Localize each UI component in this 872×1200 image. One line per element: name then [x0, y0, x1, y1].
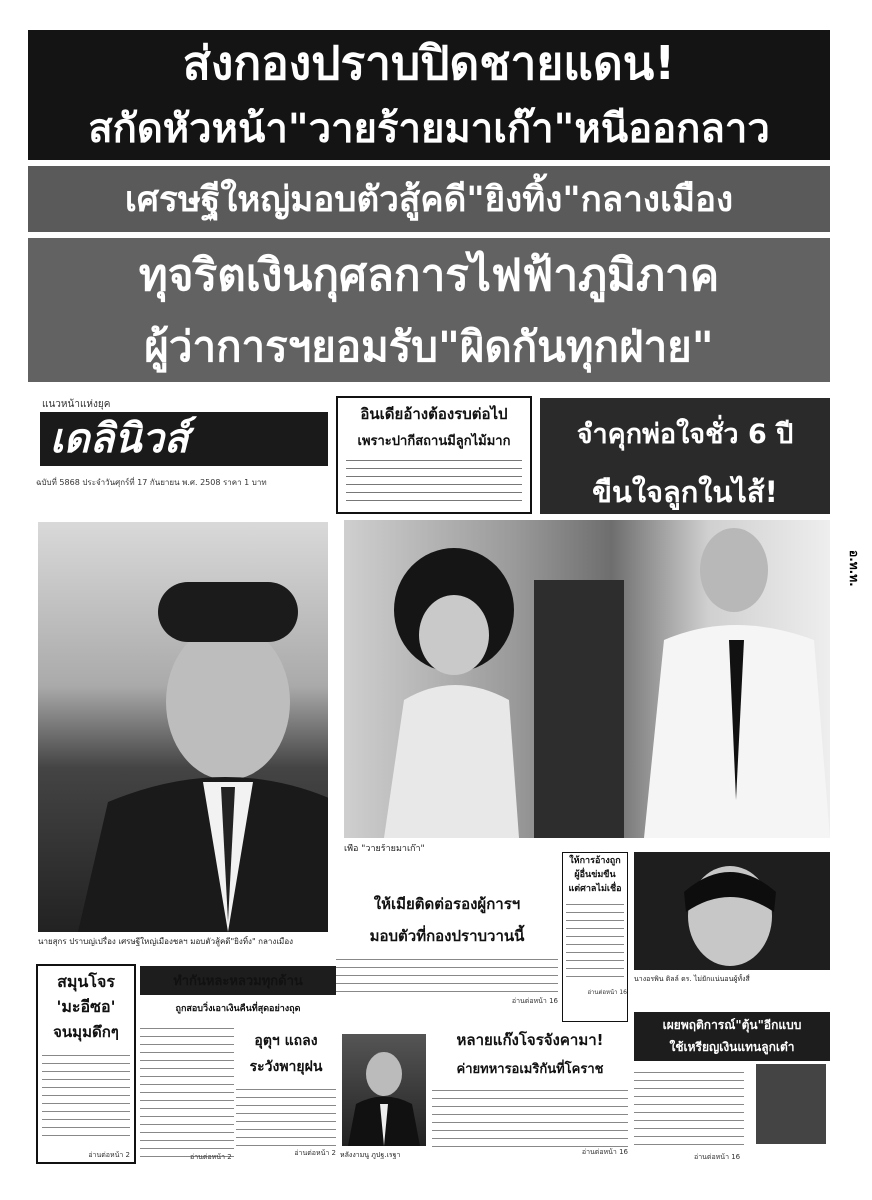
testimony-headline-line3: แต่ศาลไม่เชื่อ — [568, 884, 622, 894]
exposed-headline-line1: เผยพฤติการณ์"ตุ้น"อีกแบบ — [662, 1018, 802, 1032]
courtroom-figures — [344, 520, 830, 838]
thieves-body-text — [432, 1087, 628, 1147]
exposed-headline-line2: ใช้เหรียญเงินแทนลูกเต๋า — [669, 1040, 795, 1054]
testimony-headline-line1: ให้การอ้างถูก — [569, 856, 621, 866]
india-headline-line1: อินเดียอ้างต้องรบต่อไป — [360, 405, 508, 423]
third-headline-line1: ทุจริตเงินกุศลการไฟฟ้าภูมิภาค — [28, 238, 830, 312]
drought-headline-line2: ถูกสอบวิ่งเอาเงินคืนที่สุดอย่างถุด — [175, 1004, 301, 1014]
main-headline-line1: ส่งกองปราบปิดชายแดน! — [28, 30, 830, 96]
jail-story-headline — [540, 398, 830, 514]
flood-body-text — [236, 1086, 336, 1148]
flood-headline-line1: อุตุฯ แถลง — [254, 1033, 318, 1049]
archive-stamp: อ.ท.ท. — [847, 550, 861, 587]
flood-continued: อ่านต่อหน้า 2 — [294, 1149, 336, 1157]
middle-photo-caption: เพื่อ "วายร้ายมาเก๊า" — [344, 844, 425, 854]
flood-headline-line2: ระวังพายุฝน — [249, 1059, 323, 1075]
herbs-headline-line1: สมุนโจร — [57, 972, 115, 991]
thieves-continued: อ่านต่อหน้า 16 — [581, 1148, 628, 1156]
thieves-story — [432, 1028, 628, 1164]
thieves-headline-line2: ค่ายทหารอเมริกันที่โคราช — [456, 1062, 604, 1077]
drought-body-text — [140, 1025, 234, 1164]
testimony-continued: อ่านต่อหน้า 16 — [587, 989, 627, 996]
woman-photo — [634, 852, 830, 970]
main-photo-caption: นายสุกร ปราบญ่เปรื่อง เศรษฐีใหญ่เมืองชลฯ มอบตัวสู้คดี"ยิงทิ้ง" กลางเมือง — [38, 937, 294, 946]
second-headline: เศรษฐีใหญ่มอบตัวสู้คดี"ยิงทิ้ง"กลางเมือง — [28, 166, 830, 232]
masthead — [36, 398, 332, 494]
flood-story — [236, 1030, 336, 1164]
wife-headline-line2: มอบตัวที่กองปราบวานนี้ — [369, 927, 525, 945]
wife-story — [336, 892, 558, 1032]
testimony-story — [562, 852, 628, 1022]
herbs-headline-line2: 'มะอีซอ' — [56, 997, 116, 1016]
india-story-box — [336, 396, 532, 514]
exposed-body-text — [634, 1069, 744, 1149]
third-headline-line2: ผู้ว่าการฯยอมรับ"ผิดกันทุกฝ่าย" — [28, 312, 830, 382]
masthead-tagline: แนวหน้าแห่งยุค — [42, 399, 111, 410]
middle-photo — [344, 520, 830, 838]
issue-line: ฉบับที่ 5868 ประจำวันศุกร์ที่ 17 กันยายน พ.ศ. 2508 ราคา 1 บาท — [36, 478, 267, 487]
wife-body-text — [336, 956, 558, 996]
masthead-logo: เดลินิวส์ — [40, 412, 328, 466]
man-photo — [342, 1034, 426, 1146]
herbs-continued: อ่านต่อหน้า 2 — [88, 1151, 130, 1159]
main-photo — [38, 522, 328, 932]
wife-headline-line1: ให้เมียติดต่อรองผู้การฯ — [373, 895, 521, 913]
herbs-body-text — [42, 1052, 130, 1142]
testimony-body-text — [566, 901, 624, 981]
woman-portrait — [634, 852, 830, 970]
india-body-text — [346, 457, 522, 501]
man-in-suit-figure — [38, 522, 328, 932]
jail-headline-line2: ขืนใจลูกในไส้! — [592, 475, 778, 509]
main-headline-line2: สกัดหัวหน้า"วายร้ายมาเก๊า"หนีออกลาว — [28, 96, 830, 160]
testimony-headline-line2: ผู้อื่นข่มขืน — [574, 870, 616, 880]
man-photo-caption: หลังงามนู ภูปฐ.เรฐา — [340, 1151, 401, 1159]
jail-headline-line1: จำคุกพ่อใจชั่ว 6 ปี — [576, 419, 794, 450]
woman-photo-caption: นางอรพิน ติลล์ ดร. ไม่ยักแน่นอนผู้ทั้งสี่ — [634, 975, 750, 983]
exposed-continued: อ่านต่อหน้า 16 — [694, 1153, 741, 1161]
herbs-headline-line3: จนมุมดึกๆ — [53, 1023, 119, 1041]
drought-continued: อ่านต่อหน้า 2 — [190, 1153, 232, 1161]
india-headline-line2: เพราะปากีสถานมีลูกไม้มาก — [357, 434, 511, 449]
exposed-headline-box — [634, 1012, 830, 1061]
drought-headline-line1: ทำกันหละหลวมทุกด้าน — [140, 966, 336, 995]
exposed-story — [634, 1012, 830, 1164]
exposed-inset-photo — [756, 1064, 826, 1144]
herbs-story — [36, 964, 136, 1164]
thieves-headline-line1: หลายแก๊งโจรจังคามา! — [456, 1031, 604, 1049]
wife-continued: อ่านต่อหน้า 16 — [511, 997, 558, 1005]
man-portrait — [342, 1034, 426, 1146]
